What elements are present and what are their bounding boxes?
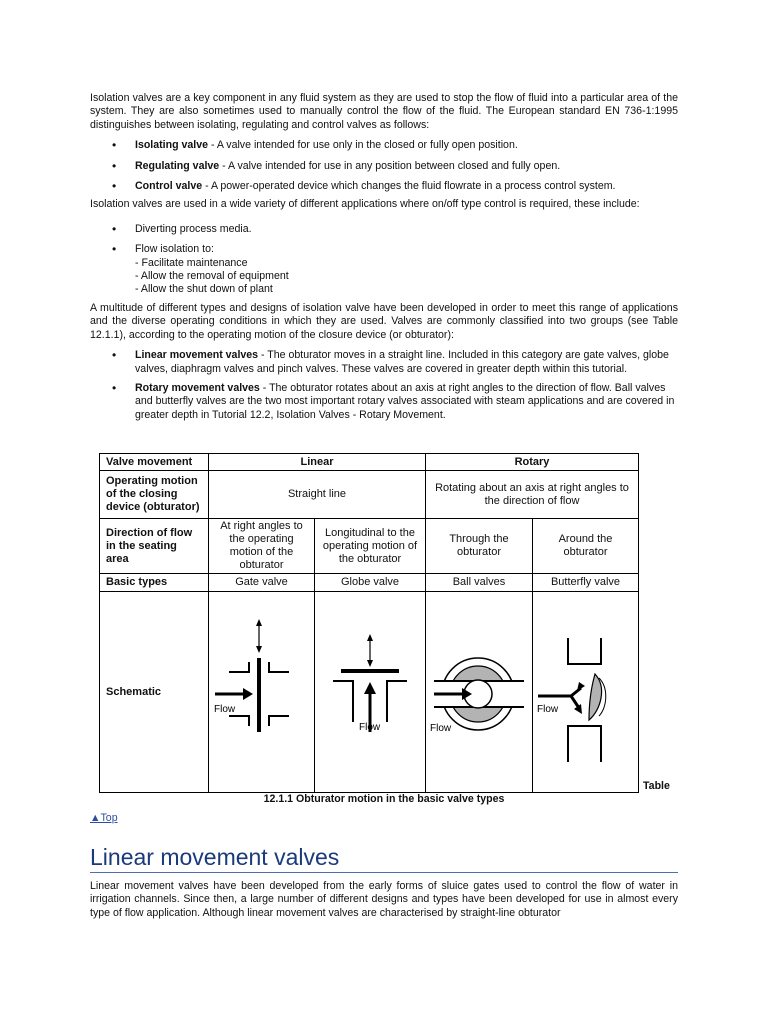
list-item: • Regulating valve - A valve intended for use in any position between closed and fully open. [112, 158, 561, 173]
valve-motion-table [99, 453, 639, 793]
globe-valve-schematic [315, 592, 426, 793]
flow-label: Flow [214, 704, 236, 715]
flow-label: Flow [537, 704, 559, 715]
table-header: Linear [209, 454, 426, 471]
table-cell: Ball valves [426, 574, 533, 592]
list-item: • Diverting process media. [112, 221, 252, 236]
table-cell: Around the obturator [533, 519, 639, 574]
multitude-paragraph: A multitude of different types and designs of isolation valve have been developed in order to meet this range of applications and the diverse operating conditions in which they are used. Valves are commonly classified into two groups (see Table 12.1.1), according to the operating motion of the closure device (or obturator): [90, 301, 678, 341]
table-cell: Butterfly valve [533, 574, 639, 592]
table-cell: At right angles to the operating motion of the obturator [209, 519, 315, 574]
valve-type-list [90, 139, 678, 193]
up-triangle-icon: ▲ [90, 812, 101, 824]
table-row-label: Schematic [100, 592, 209, 793]
caption-word: Table [643, 780, 670, 792]
top-link[interactable]: ▲Top [90, 812, 118, 824]
butterfly-valve-schematic [533, 592, 639, 793]
table-row-label: Basic types [100, 574, 209, 592]
table-cell: Globe valve [315, 574, 426, 592]
table-caption: 12.1.1 Obturator motion in the basic valve types [263, 793, 505, 805]
linear-paragraph: Linear movement valves have been developed from the early forms of sluice gates used to control the flow of water in irrigation channels. Since then, a large number of different designs and types have been developed for use in almost every type of flow application. Although linear movement valves are characterised by straight-line obturator [90, 880, 678, 919]
sub-item: - Allow the shut down of plant [135, 283, 273, 296]
sub-item: - Allow the removal of equipment [135, 270, 289, 283]
table-row-label: Operating motion of the closing device (obturator) [100, 471, 209, 519]
sub-item: - Facilitate maintenance [135, 256, 248, 269]
table-cell: Longitudinal to the operating motion of the obturator [315, 519, 426, 574]
gate-valve-schematic [209, 592, 315, 793]
table-cell: Straight line [209, 471, 426, 519]
document-body [90, 92, 678, 422]
table-cell: Through the obturator [426, 519, 533, 574]
section-heading: Linear movement valves [90, 842, 678, 873]
table-cell: Rotating about an axis at right angles to the direction of flow [426, 471, 639, 519]
list-item: • Flow isolation to: - Facilitate maintenance - Allow the removal of equipment - Allow the shut down of plant [90, 243, 678, 297]
movement-type-list [90, 349, 678, 422]
list-item: • Linear movement valves - The obturator moves in a straight line. Included in this category are gate valves, globe valves, diaphragm valves and pinch valves. These valves are covered in greater depth within this tutorial. [112, 348, 669, 375]
table-cell: Gate valve [209, 574, 315, 592]
table-row-label: Direction of flow in the seating area [100, 519, 209, 574]
table-header: Rotary [426, 454, 639, 471]
applications-intro: Isolation valves are used in a wide variety of different applications where on/off type control is required, these include: [90, 198, 640, 211]
intro-paragraph: Isolation valves are a key component in any fluid system as they are used to stop the flow of fluid into a particular area of the system. They are also sometimes used to manually control the flow of the fluid. The European standard EN 736-1:1995 distinguishes between isolating, regulating and control valves as follows: [90, 92, 678, 131]
applications-list [90, 223, 678, 297]
flow-label: Flow [430, 723, 452, 734]
flow-label: Flow [359, 722, 381, 733]
list-item: • Control valve - A power-operated device which changes the fluid flowrate in a process control system. [112, 179, 616, 194]
ball-valve-schematic [426, 592, 533, 793]
table-header: Valve movement [100, 454, 209, 471]
list-item: • Isolating valve - A valve intended for use only in the closed or fully open position. [112, 138, 518, 153]
list-item: • Rotary movement valves - The obturator rotates about an axis at right angles to the direction of flow. Ball valves and butterfly valves are the two most important rotary valves associated with steam applications and are covered in greater depth in Tutorial 12.2, Isolation Valves - Rotary Movement. [112, 380, 675, 421]
